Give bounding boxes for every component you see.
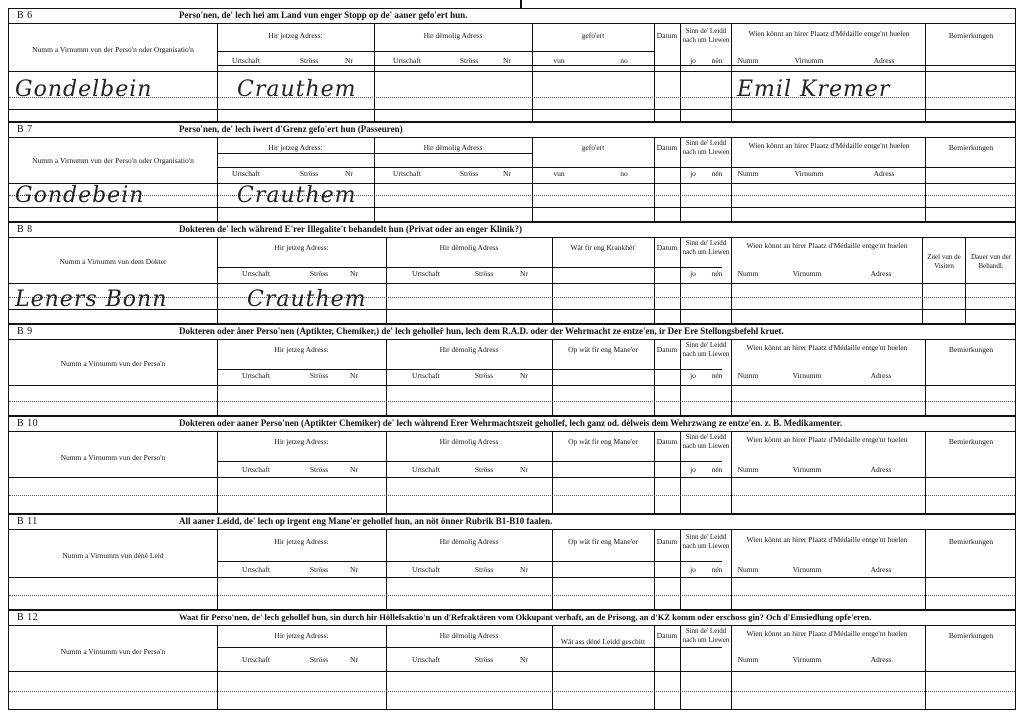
sub-street: Ströss	[299, 56, 319, 65]
sub-nr: Nr	[345, 169, 353, 178]
sub-ort: Urtschaft	[412, 465, 440, 474]
section-code: B 7	[17, 124, 33, 135]
sub-ort: Urtschaft	[393, 56, 421, 65]
addr-then-label: Hir dèmolig Adress	[439, 345, 499, 354]
section-code: B 6	[17, 10, 33, 21]
extra1-label: Op wät fir eng Mane'er	[568, 437, 638, 446]
sub-ort: Urtschaft	[232, 169, 260, 178]
adress-label: Adress	[870, 565, 892, 574]
sub-ort: Urtschaft	[242, 371, 270, 380]
sinn-label: Sinn de' Leidd nach um Liewen	[682, 627, 730, 644]
virnumm-label: Virnumm	[794, 56, 824, 65]
virnumm-label: Virnumm	[792, 655, 822, 664]
jo-label: jo	[690, 465, 696, 474]
addr-then-label: Hir dèmolig Adress	[439, 243, 499, 252]
sub-nr: Nr	[520, 565, 528, 574]
sinn-label: Sinn de' Leidd nach um Liewen	[682, 27, 730, 44]
handwritten-name: Leners Bonn	[15, 287, 168, 312]
sub-nr: Nr	[350, 269, 358, 278]
sub-street: Ströss	[474, 465, 494, 474]
section-code: B 8	[17, 224, 33, 235]
numm-label: Numm	[737, 269, 759, 278]
sub-street: Ströss	[474, 565, 494, 574]
section-header	[9, 9, 1015, 24]
sub-nr: Nr	[350, 655, 358, 664]
extra1-label: Wät fir eng Krankhéť	[570, 243, 636, 252]
sub-nr: Nr	[350, 371, 358, 380]
sub-nr: Nr	[520, 269, 528, 278]
virnumm-label: Virnumm	[792, 565, 822, 574]
sub-nr: Nr	[350, 465, 358, 474]
section-title: Perso'nen, de' lech iwert d'Grenz gefo'ert hun (Passeuren)	[179, 124, 403, 134]
sub-street: Ströss	[309, 371, 329, 380]
wien-label: Wien könnt an hirer Plaatz d'Médaille entge'nt huelen	[746, 435, 908, 444]
section-title: All aaner Leidd, de' lech op irgent eng Mane'er gehollef hun, an nöt önner Rubrik B1-B10 faalen.	[179, 516, 553, 526]
extra1-label: Op wät fir eng Mane'er	[568, 345, 638, 354]
bemerk-label: Bemierkungen	[948, 143, 994, 152]
sub-nr: Nr	[503, 169, 511, 178]
addr-now-label: Hir jetzeg Adress:	[274, 631, 329, 640]
sinn-label: Sinn de' Leidd nach um Liewen	[682, 341, 730, 358]
jo-label: jo	[690, 169, 696, 178]
nen-label: nén	[711, 169, 723, 178]
first-col-label: Numm a Virnumm vun der Perso'n	[60, 453, 166, 462]
addr-then-label: Hir dèmolig Adress	[439, 631, 499, 640]
section-b6	[8, 8, 1016, 122]
jo-label: jo	[690, 269, 696, 278]
sub-ort: Urtschaft	[232, 56, 260, 65]
first-col-label: Numm a Virnumm vun déné Leid	[62, 551, 164, 560]
virnumm-label: Virnumm	[792, 371, 822, 380]
numm-label: Numm	[737, 565, 759, 574]
datum-label: Datum	[656, 143, 678, 152]
sub-ort: Urtschaft	[242, 565, 270, 574]
numm-label: Numm	[737, 169, 759, 178]
adress-label: Adress	[873, 56, 895, 65]
sub-street: Ströss	[474, 655, 494, 664]
first-col-label: Numm a Virnumm vun der Perso'n oder Organisatio'n	[32, 45, 194, 54]
section-title: Waat fir Perso'nen, de' lech gehollef hun, sin durch hir Höllefsaktio'n un d'Refraktären vom Okkupant verhaft, an de Prisong, an d'KZ komm oder erschoss gin? Och d'Emsiedlung opfe'eren.	[179, 612, 872, 622]
sub-nr: Nr	[345, 56, 353, 65]
extra1-b: no	[620, 169, 628, 178]
wien-label: Wien könnt an hirer Plaatz d'Médaille entge'nt huelen	[746, 629, 908, 638]
bemerk-label: Bemierkungen	[948, 31, 994, 40]
section-code: B 11	[17, 516, 38, 527]
jo-label: jo	[690, 56, 696, 65]
sub-street: Ströss	[309, 269, 329, 278]
section-b7	[8, 122, 1016, 222]
first-col-label: Numm a Virnumm vun dem Dokter	[59, 257, 167, 266]
datum-label: Datum	[656, 345, 678, 354]
bemerk-label: Bemierkungen	[948, 345, 994, 354]
section-b12	[8, 610, 1016, 710]
section-title: Dokteren oder åner Perso'nen (Aptikter, Chemiker,) de' lech geholleř hun, lech dem R.A.D. oder der Wehrmacht ze entze'en, ir Der Ere Stellongsbefehl kruet.	[179, 326, 784, 336]
nen-label: nén	[711, 465, 723, 474]
section-b11	[8, 514, 1016, 610]
datum-label: Datum	[656, 243, 678, 252]
nen-label: nén	[711, 371, 723, 380]
sub-ort: Urtschaft	[242, 655, 270, 664]
section-b8	[8, 222, 1016, 324]
handwritten-ort: Crauthem	[247, 287, 367, 312]
sub-nr: Nr	[520, 655, 528, 664]
handwritten-name: Gondebein	[15, 183, 145, 208]
sub-street: Ströss	[459, 169, 479, 178]
wien-label: Wien könnt an hirer Plaatz d'Médaille entge'nt huelen	[746, 535, 908, 544]
sub-street: Ströss	[474, 371, 494, 380]
handwritten-wien: Emil Kremer	[737, 77, 891, 102]
top-tick	[520, 0, 522, 8]
adress-label: Adress	[870, 655, 892, 664]
addr-then-label: Hir dèmolig Adress	[423, 31, 483, 40]
sub-street: Ströss	[299, 169, 319, 178]
first-col-label: Numm a Virnumm vun der Perso'n	[60, 359, 166, 368]
handwritten-name: Gondelbein	[15, 77, 153, 102]
nen-label: nén	[711, 565, 723, 574]
adress-label: Adress	[870, 465, 892, 474]
sub-ort: Urtschaft	[412, 565, 440, 574]
extra1-label: Op wät fir eng Mane'er	[568, 537, 638, 546]
bemerk-label: Bemierkungen	[948, 537, 994, 546]
datum-label: Datum	[656, 537, 678, 546]
wien-label: Wien könnt an hirer Plaatz d'Médaille entge'nt huelen	[748, 29, 910, 38]
section-b10	[8, 416, 1016, 514]
extra1-label: gefo'ert	[581, 31, 605, 40]
addr-then-label: Hir dèmolig Adress	[439, 537, 499, 546]
section-title: Dokteren oder aaner Perso'nen (Aptikter Chemiker) de' lech während Erer Wehrmachtszeit gehollef, lech ganz od. dèlweis dem Wehrzwang ze entze'en. z. B. Medikamenter.	[179, 418, 843, 428]
wien-label: Wien könnt an hirer Plaatz d'Médaille entge'nt huelen	[746, 343, 908, 352]
numm-label: Numm	[737, 56, 759, 65]
sub-ort: Urtschaft	[412, 371, 440, 380]
sub-ort: Urtschaft	[412, 655, 440, 664]
sub-street: Ströss	[459, 56, 479, 65]
datum-label: Datum	[656, 31, 678, 40]
addr-now-label: Hir jetzeg Adress:	[274, 243, 329, 252]
addr-now-label: Hir jetzeg Adress:	[268, 143, 323, 152]
adress-label: Adress	[870, 371, 892, 380]
first-col-label: Numm a Virnumm vun der Perso'n	[60, 647, 166, 656]
section-code: B 12	[17, 612, 39, 623]
sub-nr: Nr	[520, 465, 528, 474]
extra1-label: Wät ass déné Leidd geschitt	[560, 637, 646, 646]
bemerk-label: Bemierkungen	[948, 437, 994, 446]
addr-then-label: Hir dèmolig Adress	[423, 143, 483, 152]
extra1-label: gefo'ert	[581, 143, 605, 152]
bemerk-label: Bemierkungen	[948, 631, 994, 640]
sub-ort: Urtschaft	[242, 465, 270, 474]
sub-ort: Urtschaft	[242, 269, 270, 278]
nen-label: nén	[711, 56, 723, 65]
wien-label: Wien könnt an hirer Plaatz d'Médaille entge'nt huelen	[746, 241, 908, 250]
section-title: Perso'nen, de' lech hei am Land vun enger Stopp op de' aaner gefo'ert hun.	[179, 10, 468, 20]
jo-label: jo	[690, 565, 696, 574]
sub-ort: Urtschaft	[393, 169, 421, 178]
addr-now-label: Hir jetzeg Adress:	[274, 437, 329, 446]
addr-now-label: Hir jetzeg Adress:	[268, 31, 323, 40]
addr-then-label: Hir dèmolig Adress	[439, 437, 499, 446]
virnumm-label: Virnumm	[792, 269, 822, 278]
first-col-label: Numm a Virnumm vun der Perso'n oder Organisatio'n	[32, 156, 194, 165]
extra1-a: vun	[553, 56, 565, 65]
sinn-label: Sinn de' Leidd nach um Liewen	[682, 239, 730, 256]
sub-street: Ströss	[309, 565, 329, 574]
addr-now-label: Hir jetzeg Adress:	[274, 345, 329, 354]
wien-label: Wien könnt an hirer Plaatz d'Médaille entge'nt huelen	[748, 141, 910, 150]
handwritten-ort: Crauthem	[237, 183, 357, 208]
zuel-label: Zuel vun de Visiten	[927, 253, 961, 270]
sub-street: Ströss	[309, 465, 329, 474]
adress-label: Adress	[873, 169, 895, 178]
section-b9	[8, 324, 1016, 416]
sub-street: Ströss	[309, 655, 329, 664]
section-code: B 9	[17, 326, 33, 337]
sub-nr: Nr	[503, 56, 511, 65]
jo-label: jo	[690, 371, 696, 380]
section-title: Dokteren de' lech während E'rer Illegalite't behandelt hun (Privat oder an enger Klinik?)	[179, 224, 523, 234]
adress-label: Adress	[870, 269, 892, 278]
addr-now-label: Hir jetzeg Adress:	[274, 537, 329, 546]
dauer-label: Dauer vun der Behandl.	[970, 253, 1012, 270]
nen-label: nén	[711, 269, 723, 278]
sinn-label: Sinn de' Leidd nach um Liewen	[682, 533, 730, 550]
handwritten-ort: Crauthem	[237, 77, 357, 102]
extra1-b: no	[620, 56, 628, 65]
virnumm-label: Virnumm	[794, 169, 824, 178]
virnumm-label: Virnumm	[792, 465, 822, 474]
numm-label: Numm	[737, 371, 759, 380]
numm-label: Numm	[737, 465, 759, 474]
sub-nr: Nr	[520, 371, 528, 380]
sub-ort: Urtschaft	[412, 269, 440, 278]
top-edge	[0, 0, 1024, 4]
extra1-a: vun	[553, 169, 565, 178]
sub-street: Ströss	[474, 269, 494, 278]
sinn-label: Sinn de' Leidd nach um Liewen	[682, 139, 730, 156]
sinn-label: Sinn de' Leidd nach um Liewen	[682, 433, 730, 450]
numm-label: Numm	[737, 655, 759, 664]
datum-label: Datum	[656, 631, 678, 640]
section-code: B 10	[17, 418, 39, 429]
sub-nr: Nr	[350, 565, 358, 574]
datum-label: Datum	[656, 437, 678, 446]
